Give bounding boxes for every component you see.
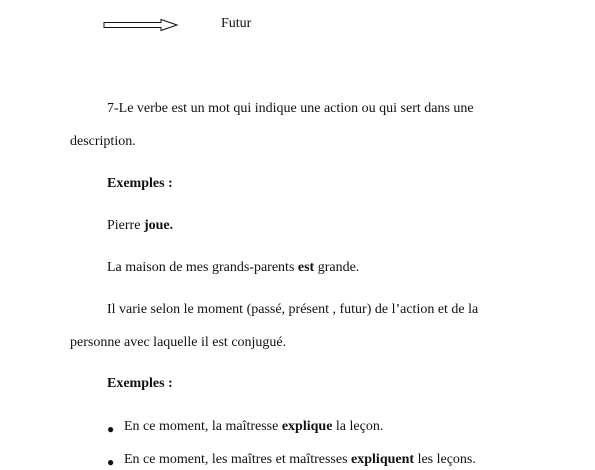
example-maison: La maison de mes grands-parents est grande. (107, 260, 360, 275)
paragraph-verb-line-2: description. (70, 134, 136, 149)
list-item: En ce moment, les maîtres et maîtresses expliquent les leçons. (124, 452, 476, 467)
arrow-label: Futur (221, 16, 252, 31)
paragraph-verb-line-1: 7-Le verbe est un mot qui indique une action ou qui sert dans une (107, 101, 474, 116)
double-arrow-icon (103, 18, 179, 32)
example-pierre: Pierre joue. (107, 218, 174, 233)
bullet-icon: ● (107, 455, 115, 469)
paragraph-varie-line-2: personne avec laquelle il est conjugué. (70, 335, 287, 350)
paragraph-varie-line-1: Il varie selon le moment (passé, présent , futur) de l’action et de la (107, 302, 479, 317)
examples-heading-1: Exemples : (107, 176, 173, 191)
list-item: En ce moment, la maîtresse explique la leçon. (124, 419, 384, 434)
bullet-icon: ● (107, 422, 115, 436)
examples-heading-2: Exemples : (107, 376, 173, 391)
